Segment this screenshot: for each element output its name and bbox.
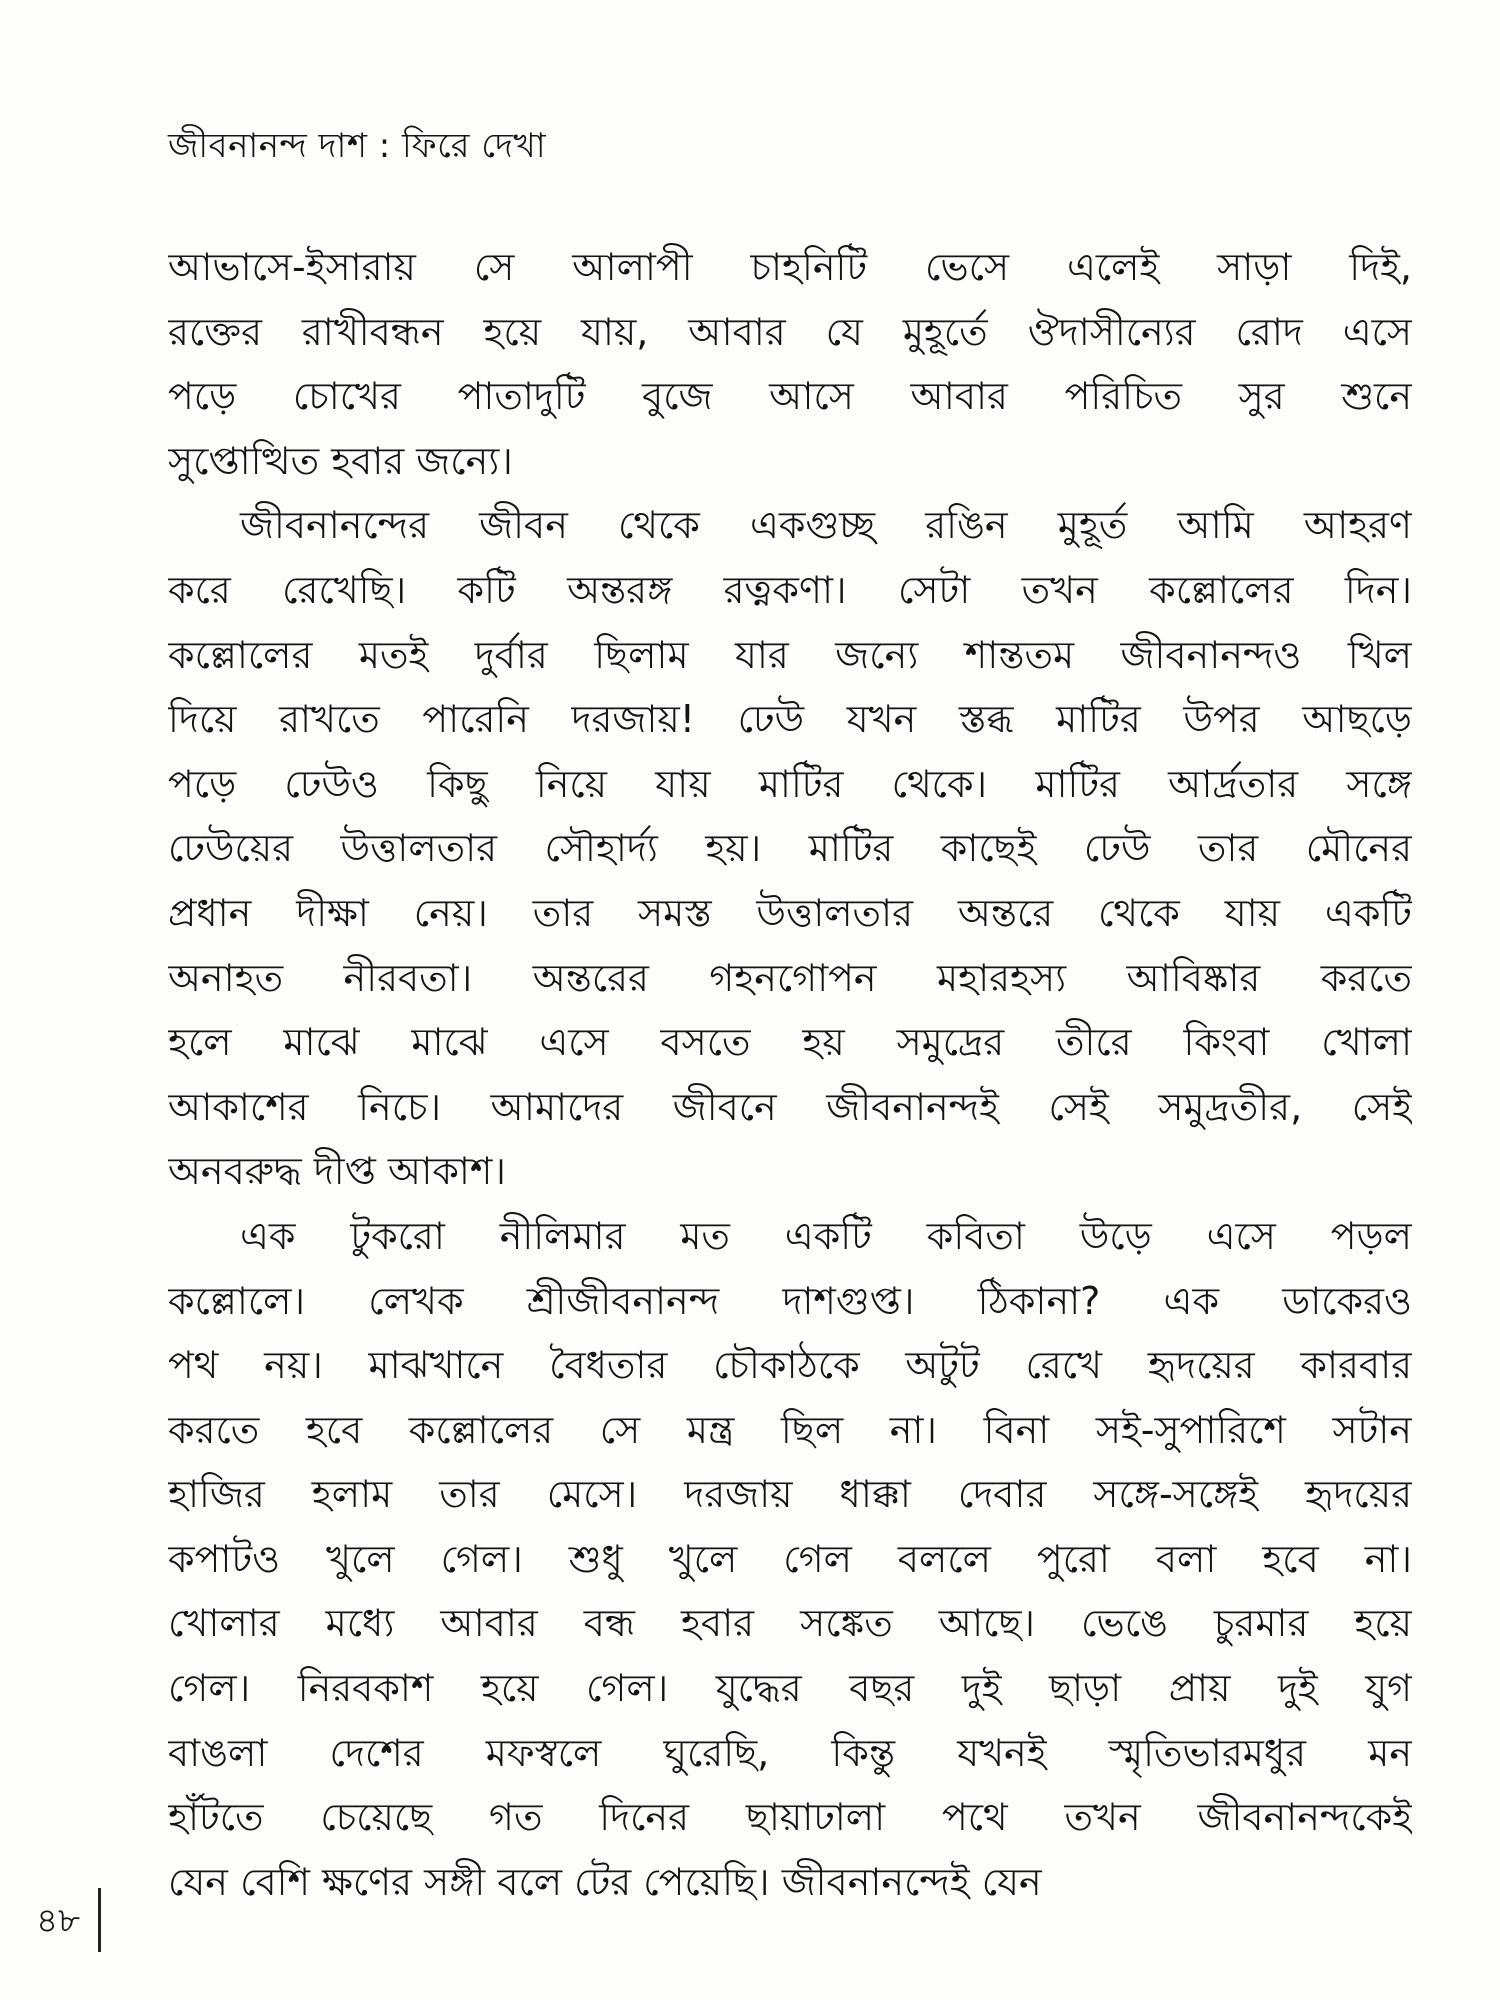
text-line: প্রধান দীক্ষা নেয়। তার সমস্ত উত্তালতার অন্তরে থেকে যায় একটি: [168, 890, 1412, 935]
text-line: দিয়ে রাখতে পারেনি দরজায়! ঢেউ যখন স্তব্ধ মাটির উপর আছড়ে: [168, 697, 1412, 742]
text-line: পড়ে ঢেউও কিছু নিয়ে যায় মাটির থেকে। মাটির আর্দ্রতার সঙ্গে: [168, 761, 1412, 806]
text-line: কপাটও খুলে গেল। শুধু খুলে গেল বললে পুরো বলা হবে না।: [168, 1536, 1412, 1581]
text-line: যেন বেশি ক্ষণের সঙ্গী বলে টের পেয়েছি। জীবনানন্দেই যেন: [168, 1859, 1042, 1904]
text-line: করতে হবে কল্লোলের সে মন্ত্র ছিল না। বিনা সই-সুপারিশে সটান: [168, 1407, 1412, 1452]
text-line: অনবরুদ্ধ দীপ্ত আকাশ।: [168, 1149, 506, 1194]
body-text: [168, 235, 1412, 1914]
text-line: করে রেখেছি। কটি অন্তরঙ্গ রত্নকণা। সেটা তখন কল্লোলের দিন।: [168, 567, 1412, 612]
text-line: কল্লোলে। লেখক শ্রীজীবনানন্দ দাশগুপ্ত। ঠিকানা? এক ডাকেরও: [168, 1278, 1412, 1323]
text-line: অনাহত নীরবতা। অন্তরের গহনগোপন মহারহস্য আবিষ্কার করতে: [168, 955, 1412, 1000]
text-line: গেল। নিরবকাশ হয়ে গেল। যুদ্ধের বছর দুই ছাড়া প্রায় দুই যুগ: [168, 1666, 1412, 1711]
paragraph: [168, 235, 1412, 493]
text-line: এক টুকরো নীলিমার মত একটি কবিতা উড়ে এসে পড়ল: [240, 1213, 1412, 1258]
text-line: হলে মাঝে মাঝে এসে বসতে হয় সমুদ্রের তীরে কিংবা খোলা: [168, 1020, 1412, 1065]
text-line: হাঁটতে চেয়েছে গত দিনের ছায়াঢালা পথে তখন জীবনানন্দকেই: [168, 1795, 1412, 1840]
text-line: বাঙলা দেশের মফস্বলে ঘুরেছি, কিন্তু যখনই স্মৃতিভারমধুর মন: [168, 1730, 1412, 1775]
folio-divider: [98, 1888, 101, 1952]
text-line: সুপ্তোত্থিত হবার জন্যে।: [168, 438, 513, 483]
text-line: পড়ে চোখের পাতাদুটি বুজে আসে আবার পরিচিত সুর শুনে: [168, 374, 1412, 419]
paragraph: [168, 1204, 1412, 1915]
text-line: আভাসে-ইসারায় সে আলাপী চাহনিটি ভেসে এলেই সাড়া দিই,: [168, 245, 1412, 289]
text-line: পথ নয়। মাঝখানে বৈধতার চৌকাঠকে অটুট রেখে হৃদয়ের কারবার: [168, 1343, 1412, 1388]
text-line: আকাশের নিচে। আমাদের জীবনে জীবনানন্দই সেই সমুদ্রতীর, সেই: [168, 1084, 1412, 1129]
running-head-title: জীবনানন্দ দাশ : ফিরে দেখা: [168, 126, 547, 166]
text-line: রক্তের রাখীবন্ধন হয়ে যায়, আবার যে মুহূর্তে ঔদাসীন্যের রোদ এসে: [168, 309, 1412, 354]
text-line: জীবনানন্দের জীবন থেকে একগুচ্ছ রঙিন মুহূর্ত আমি আহরণ: [240, 503, 1412, 548]
page-number: ৪৮: [36, 1901, 81, 1941]
text-line: খোলার মধ্যে আবার বন্ধ হবার সঙ্কেত আছে। ভেঙে চুরমার হয়ে: [168, 1601, 1412, 1646]
text-line: কল্লোলের মতই দুর্বার ছিলাম যার জন্যে শান্ততম জীবনানন্দও খিল: [168, 632, 1412, 677]
paragraph: [168, 493, 1412, 1204]
text-line: ঢেউয়ের উত্তালতার সৌহার্দ্য হয়। মাটির কাছেই ঢেউ তার মৌনের: [168, 826, 1412, 871]
text-line: হাজির হলাম তার মেসে। দরজায় ধাক্কা দেবার সঙ্গে-সঙ্গেই হৃদয়ের: [168, 1472, 1412, 1517]
